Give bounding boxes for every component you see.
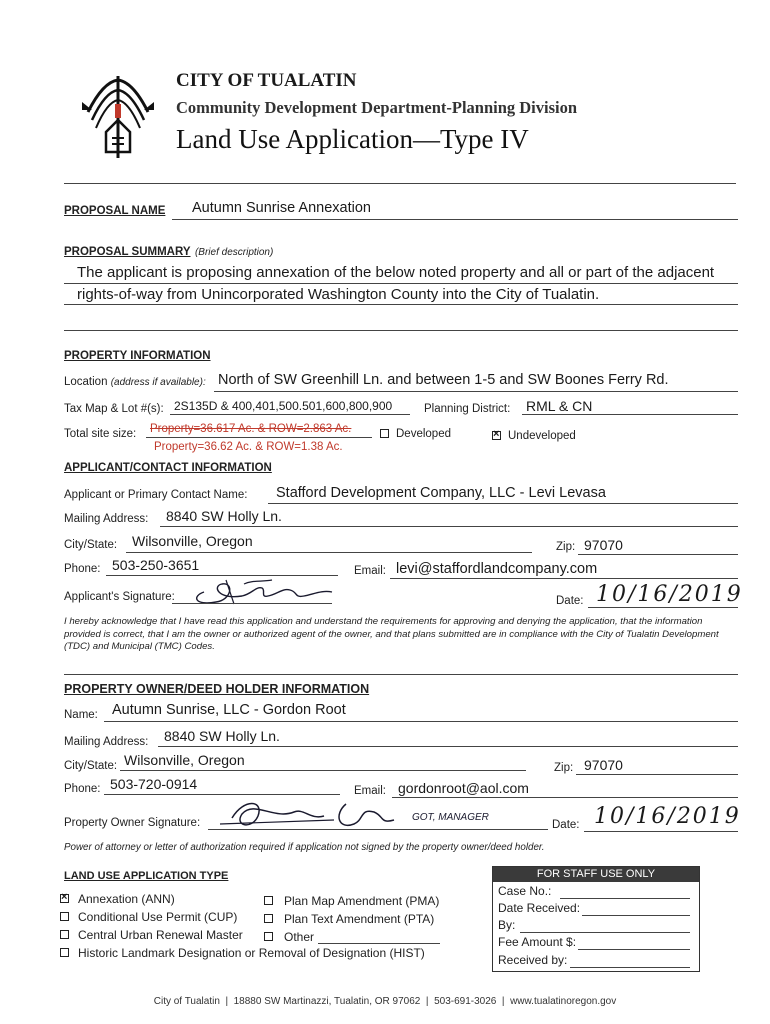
site-size-label: Total site size: <box>64 428 137 440</box>
land-use-heading: LAND USE APPLICATION TYPE <box>64 870 229 882</box>
applicant-city-field[interactable]: Wilsonville, Oregon <box>132 533 253 549</box>
pta-checkbox[interactable] <box>264 914 273 923</box>
owner-date-line <box>584 831 738 832</box>
taxmap-field[interactable]: 2S135D & 400,401,500.501,600,800,900 <box>174 399 393 413</box>
owner-signature-note: GOT, MANAGER <box>412 812 489 823</box>
other-label: Other <box>284 930 315 944</box>
owner-signature-label: Property Owner Signature: <box>64 817 201 829</box>
proposal-name-field[interactable]: Autumn Sunrise Annexation <box>192 200 371 216</box>
historic-landmark-checkbox[interactable] <box>60 948 69 957</box>
central-urban-renewal-checkbox[interactable] <box>60 930 69 939</box>
central-urban-renewal-label: Central Urban Renewal Master <box>78 928 243 942</box>
applicant-city-line <box>126 552 532 553</box>
site-size-line <box>146 437 372 438</box>
owner-signature-line <box>208 829 548 830</box>
developed-label: Developed <box>396 428 451 440</box>
cup-checkbox[interactable] <box>60 912 69 921</box>
applicant-name-field[interactable]: Stafford Development Company, LLC - Levi Levasa <box>276 485 606 501</box>
summary-line-3 <box>64 330 738 331</box>
location-line <box>214 391 738 392</box>
taxmap-line <box>170 414 410 415</box>
owner-city-field[interactable]: Wilsonville, Oregon <box>124 752 245 768</box>
applicant-email-line <box>390 578 738 579</box>
other-line <box>318 943 440 944</box>
pta-label: Plan Text Amendment (PTA) <box>284 912 435 926</box>
staff-by-line <box>520 932 690 933</box>
proposal-summary-line2[interactable]: rights-of-way from Unincorporated Washington County into the City of Tualatin. <box>77 286 600 303</box>
form-title: Land Use Application—Type IV <box>176 124 529 154</box>
proposal-name-label: PROPOSAL NAME <box>64 205 166 217</box>
applicant-name-label: Applicant or Primary Contact Name: <box>64 489 248 501</box>
property-info-heading: PROPERTY INFORMATION <box>64 350 211 362</box>
proposal-name-line <box>172 219 738 220</box>
applicant-signature-label: Applicant's Signature: <box>64 591 175 603</box>
owner-date-label: Date: <box>552 819 580 831</box>
applicant-mailing-field[interactable]: 8840 SW Holly Ln. <box>166 508 282 524</box>
staff-by: By: <box>498 918 516 932</box>
staff-fee: Fee Amount $: <box>498 935 577 949</box>
staff-use-header: FOR STAFF USE ONLY <box>493 867 699 882</box>
annexation-checkbox[interactable] <box>60 894 69 903</box>
applicant-phone-label: Phone: <box>64 563 101 575</box>
applicant-name-line <box>268 503 738 504</box>
owner-name-line <box>104 721 738 722</box>
undeveloped-checkbox[interactable] <box>492 431 501 440</box>
applicant-email-label: Email: <box>354 565 386 577</box>
location-label: Location <box>64 376 108 388</box>
proposal-summary-line1[interactable]: The applicant is proposing annexation of the below noted property and all or part of the adjacent <box>77 264 715 281</box>
staff-received-by: Received by: <box>498 953 568 967</box>
location-hint: (address if available): <box>110 377 206 388</box>
staff-date-received-line <box>582 915 690 916</box>
city-logo-icon <box>78 72 158 162</box>
page-footer: City of Tualatin | 18880 SW Martinazzi, Tualatin, OR 97062 | 503-691-3026 | www.tualatinoregon.gov <box>153 996 617 1007</box>
proposal-summary-label: PROPOSAL SUMMARY <box>64 246 191 258</box>
applicant-date-field[interactable]: 10/16/2019 <box>596 582 743 607</box>
owner-city-label: City/State: <box>64 760 118 772</box>
applicant-zip-field[interactable]: 97070 <box>584 537 623 553</box>
applicant-mailing-line <box>160 526 738 527</box>
owner-name-label: Name: <box>64 709 98 721</box>
proposal-summary-heading <box>64 242 273 260</box>
site-size-field[interactable]: Property=36.62 Ac. & ROW=1.38 Ac. <box>154 441 343 453</box>
applicant-mailing-label: Mailing Address: <box>64 513 149 525</box>
applicant-signature-line <box>172 603 332 604</box>
owner-zip-line <box>576 774 738 775</box>
historic-landmark-label: Historic Landmark Designation or Removal of Designation (HIST) <box>78 946 425 960</box>
owner-name-field[interactable]: Autumn Sunrise, LLC - Gordon Root <box>112 702 346 718</box>
pma-checkbox[interactable] <box>264 896 273 905</box>
owner-mailing-line <box>158 746 738 747</box>
summary-line-1 <box>64 283 738 284</box>
undeveloped-label: Undeveloped <box>508 430 576 442</box>
planning-district-field[interactable]: RML & CN <box>526 398 593 414</box>
owner-phone-label: Phone: <box>64 783 101 795</box>
applicant-city-label: City/State: <box>64 539 118 551</box>
owner-divider <box>64 674 738 675</box>
location-field[interactable]: North of SW Greenhill Ln. and between 1-5 and SW Boones Ferry Rd. <box>218 372 669 388</box>
owner-email-field[interactable]: gordonroot@aol.com <box>398 780 529 796</box>
applicant-date-line <box>588 607 738 608</box>
applicant-email-field[interactable]: levi@staffordlandcompany.com <box>396 561 598 577</box>
applicant-heading: APPLICANT/CONTACT INFORMATION <box>64 462 272 474</box>
power-of-attorney-note: Power of attorney or letter of authorization required if application not signed by the property owner/deed holder. <box>64 842 545 853</box>
location-label-group <box>64 376 206 388</box>
owner-zip-label: Zip: <box>554 762 574 774</box>
department-name: Community Development Department-Planning Division <box>176 98 578 117</box>
planning-district-label: Planning District: <box>424 403 511 415</box>
header-divider <box>64 183 736 184</box>
owner-city-line <box>120 770 526 771</box>
planning-district-line <box>522 414 738 415</box>
owner-zip-field[interactable]: 97070 <box>584 757 623 773</box>
staff-received-by-line <box>570 967 690 968</box>
cup-label: Conditional Use Permit (CUP) <box>78 910 238 924</box>
proposal-summary-hint: (Brief description) <box>194 247 274 258</box>
owner-date-field[interactable]: 10/16/2019 <box>594 804 741 829</box>
staff-case-no-line <box>560 898 690 899</box>
owner-phone-field[interactable]: 503-720-0914 <box>110 776 198 792</box>
owner-mailing-label: Mailing Address: <box>64 736 149 748</box>
applicant-zip-line <box>578 554 738 555</box>
staff-fee-line <box>578 949 690 950</box>
staff-date-received: Date Received: <box>498 901 581 915</box>
summary-line-2 <box>64 304 738 305</box>
taxmap-label: Tax Map & Lot #(s): <box>64 403 164 415</box>
applicant-phone-field[interactable]: 503-250-3651 <box>112 557 200 573</box>
city-name: CITY OF TUALATIN <box>176 70 357 91</box>
pma-label: Plan Map Amendment (PMA) <box>284 894 440 908</box>
owner-heading: PROPERTY OWNER/DEED HOLDER INFORMATION <box>64 682 370 696</box>
site-size-struck: Property=36.617 Ac. & ROW=2.863 Ac. <box>150 423 352 435</box>
owner-mailing-field[interactable]: 8840 SW Holly Ln. <box>164 728 280 744</box>
applicant-date-label: Date: <box>556 595 584 607</box>
annexation-label: Annexation (ANN) <box>78 892 175 906</box>
owner-email-label: Email: <box>354 785 386 797</box>
other-checkbox[interactable] <box>264 932 273 941</box>
developed-checkbox[interactable] <box>380 429 389 438</box>
acknowledgement-text: I hereby acknowledge that I have read this application and understand the requirements for approving and denying the application, that the information provided is correct, that I am the owner or authorized agent of the owner, and that plans submitted are in compliance with the City of Tualatin Development (TDC) and Municipal (TMC) Codes. <box>64 616 719 652</box>
applicant-zip-label: Zip: <box>556 541 576 553</box>
staff-case-no: Case No.: <box>498 884 552 898</box>
